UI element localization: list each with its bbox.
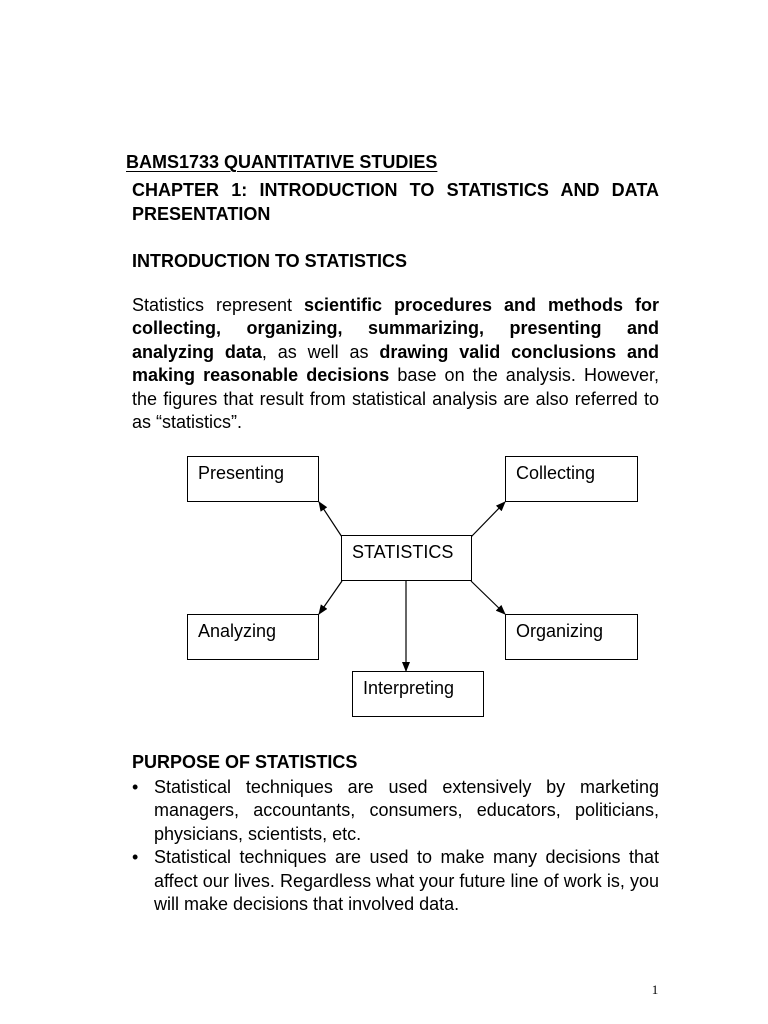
presenting-label: Presenting (198, 463, 285, 483)
organizing-label: Organizing (516, 621, 604, 641)
intro-text: base on the analysis. However, the figures that result from statistical analysis are also referred to as “statistics”. (132, 365, 659, 433)
statistics-label: STATISTICS (352, 542, 454, 562)
arrow-to-collecting (471, 502, 505, 537)
intro-emphasis: scientific procedures and methods for collecting, organizing, summarizing, presenting and analyzing data (132, 295, 659, 362)
collecting-box (505, 456, 638, 502)
bullet-icon: • (132, 777, 139, 797)
purpose-bullet-text: Statistical techniques are used extensively by marketing managers, accountants, consumers, educators, politicians, physicians, scientists, etc. (154, 777, 659, 844)
statistics-box (341, 535, 472, 581)
chapter-title: CHAPTER 1: INTRODUCTION TO STATISTICS AND DATA PRESENTATION (132, 180, 659, 224)
analyzing-box (187, 614, 319, 660)
arrow-to-organizing (471, 581, 505, 614)
intro-emphasis: drawing valid conclusions and making reasonable decisions (132, 341, 659, 386)
purpose-list (132, 776, 659, 916)
purpose-bullet (132, 846, 659, 916)
purpose-bullet-text: Statistical techniques are used to make many decisions that affect our lives. Regardless what your future line of work is, you will make decisions that involved data. (154, 847, 659, 915)
organizing-box (505, 614, 638, 660)
intro-heading: INTRODUCTION TO STATISTICS (132, 251, 407, 271)
analyzing-label: Analyzing (198, 621, 277, 641)
intro-text: , as well as (261, 341, 380, 362)
purpose-heading: PURPOSE OF STATISTICS (132, 752, 358, 772)
intro-text: Statistics represent (132, 295, 305, 315)
arrow-to-analyzing (319, 581, 342, 614)
course-title: BAMS1733 QUANTITATIVE STUDIES (126, 152, 438, 172)
interpreting-box (352, 671, 484, 717)
purpose-bullet (132, 776, 659, 846)
collecting-label: Collecting (516, 463, 596, 483)
bullet-icon: • (132, 847, 139, 868)
presenting-box (187, 456, 319, 502)
arrow-to-presenting (319, 502, 342, 537)
page-number: 1 (651, 982, 659, 997)
interpreting-label: Interpreting (363, 678, 455, 698)
